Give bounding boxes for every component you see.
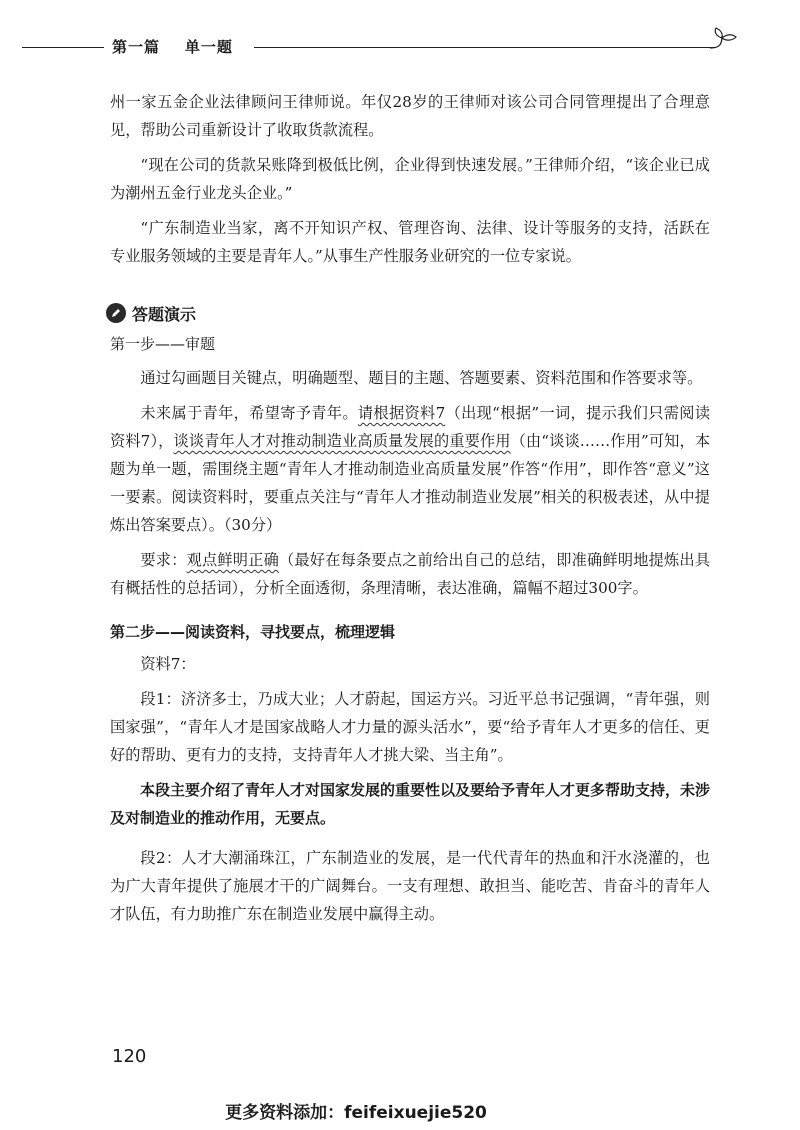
underlined-keyword: 请根据资料7 bbox=[357, 404, 446, 422]
section-title: 答题演示 bbox=[132, 304, 197, 324]
question-analysis bbox=[110, 399, 710, 539]
header-rule-right bbox=[254, 47, 716, 48]
requirements bbox=[110, 546, 710, 602]
section-heading bbox=[106, 298, 710, 328]
step-one-title: 第一步——审题 bbox=[110, 335, 216, 353]
material-label: 资料7： bbox=[140, 655, 196, 673]
segment-1-note: 本段主要介绍了青年人才对国家发展的重要性以及要给予青年人才更多帮助支持，未涉及对制造业的推动作用，无要点。 bbox=[110, 781, 711, 827]
header-rule-left bbox=[22, 47, 104, 48]
underlined-question: 谈谈青年人才对推动制造业高质量发展的重要作用 bbox=[173, 432, 511, 450]
step-one-intro: 通过勾画题目关键点，明确题型、题目的主题、答题要素、资料范围和作答要求等。 bbox=[140, 369, 703, 387]
running-header bbox=[22, 34, 722, 60]
step-two-title: 第二步——阅读资料，寻找要点，梳理逻辑 bbox=[110, 623, 396, 641]
analysis-text: 未来属于青年，希望寄予青年。 bbox=[140, 404, 358, 422]
page-number: 120 bbox=[112, 1046, 147, 1067]
paragraph: “现在公司的货款呆账降到极低比例，企业得到快速发展。”王律师介绍，“该企业已成为潮州五金行业龙头企业。” bbox=[110, 156, 710, 202]
page-body bbox=[110, 88, 710, 928]
paragraph: 州一家五金企业法律顾问王律师说。年仅28岁的王律师对该公司合同管理提出了合理意见，帮助公司重新设计了收取货款流程。 bbox=[110, 93, 710, 139]
requirement-note: （最好在每条要点之前给出自己的总结，即准确鲜明地提炼出具有概括性的总括词），分析全面透彻，条理清晰，表达准确，篇幅不超过300字。 bbox=[110, 551, 711, 597]
segment-1: 段1：济济多士，乃成大业；人才蔚起，国运方兴。习近平总书记强调，“青年强，则国家强”，“青年人才是国家战略人才力量的源头活水”，要“给予青年人才更多的信任、更好的帮助、更有力的支持，支持青年人才挑大梁、当主角”。 bbox=[110, 690, 710, 764]
requirement-label: 要求： bbox=[140, 551, 187, 569]
paragraph: “广东制造业当家，离不开知识产权、管理咨询、法律、设计等服务的支持，活跃在专业服务领域的主要是青年人。”从事生产性服务业研究的一位专家说。 bbox=[110, 219, 710, 265]
footer-note: 更多资料添加：feifeixuejie520 bbox=[225, 1103, 487, 1123]
sprout-icon bbox=[706, 24, 740, 58]
chapter-title: 第一篇 单一题 bbox=[112, 38, 233, 56]
analysis-note: （出现“根据”一词，提示我们只需阅读资料7）， bbox=[110, 404, 711, 450]
pen-badge-icon bbox=[106, 303, 126, 323]
underlined-requirement: 观点鲜明正确 bbox=[186, 551, 279, 569]
analysis-note: （由“谈谈……作用”可知，本题为单一题，需围绕主题“青年人才推动制造业高质量发展”作答“作用”，即作答“意义”这一要素。阅读资料时，要重点关注与“青年人才推动制造业发展”相关的积极表述，从中提炼出答案要点）。（30分） bbox=[110, 432, 711, 534]
segment-2: 段2：人才大潮涌珠江，广东制造业的发展，是一代代青年的热血和汗水浇灌的，也为广大青年提供了施展才干的广阔舞台。一支有理想、敢担当、能吃苦、肯奋斗的青年人才队伍，有力助推广东在制造业发展中赢得主动。 bbox=[110, 849, 710, 923]
